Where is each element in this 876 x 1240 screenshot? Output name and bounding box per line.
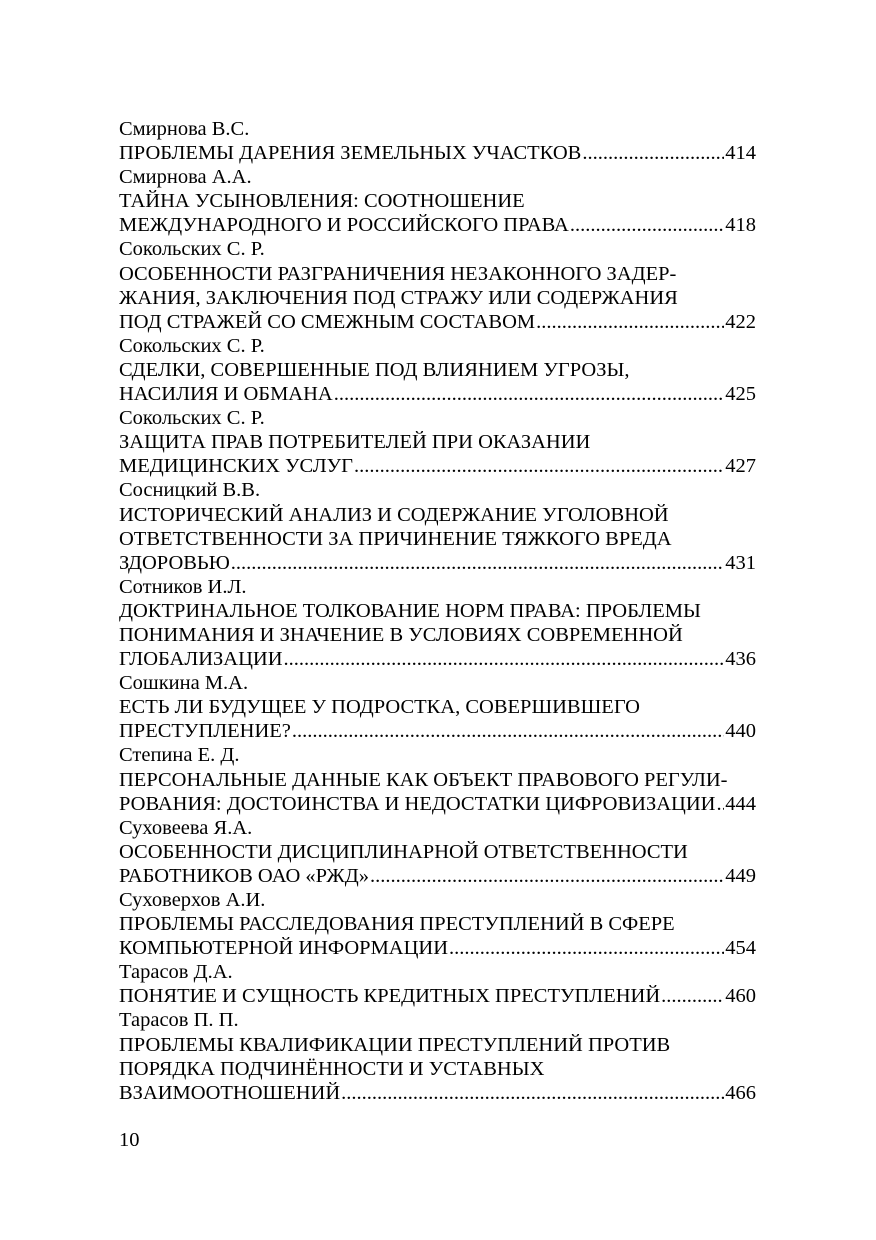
toc-entry bbox=[119, 888, 756, 960]
entry-title-text: ПОД СТРАЖЕЙ СО СМЕЖНЫМ СОСТАВОМ bbox=[119, 310, 536, 333]
page-number: 10 bbox=[119, 1129, 140, 1151]
entry-title-line bbox=[119, 864, 756, 888]
entry-title-line: ПОРЯДКА ПОДЧИНЁННОСТИ И УСТАВНЫХ bbox=[119, 1057, 545, 1080]
entry-author: Сокольских С. Р. bbox=[119, 334, 265, 357]
entry-title-line: ИСТОРИЧЕСКИЙ АНАЛИЗ И СОДЕРЖАНИЕ УГОЛОВНОЙ bbox=[119, 503, 669, 526]
entry-title-text: РОВАНИЯ: ДОСТОИНСТВА И НЕДОСТАТКИ ЦИФРОВИЗАЦИИ bbox=[119, 792, 716, 815]
dot-leader bbox=[292, 719, 724, 743]
entry-title-line: ПРОБЛЕМЫ РАССЛЕДОВАНИЯ ПРЕСТУПЛЕНИЙ В СФЕРЕ bbox=[119, 913, 675, 936]
entry-page-number: 460 bbox=[725, 985, 756, 1008]
entry-title-line bbox=[119, 984, 756, 1008]
dot-leader bbox=[231, 551, 724, 575]
entry-author: Суховерхов А.И. bbox=[119, 889, 266, 911]
toc-entry bbox=[119, 960, 756, 1008]
entry-title-line: ЗАЩИТА ПРАВ ПОТРЕБИТЕЛЕЙ ПРИ ОКАЗАНИИ bbox=[119, 431, 591, 454]
entry-title-line bbox=[119, 454, 756, 478]
entry-title-line bbox=[119, 310, 756, 334]
entry-title-line bbox=[119, 213, 756, 237]
entry-author: Тарасов Д.А. bbox=[119, 961, 233, 984]
entry-title-text: ПОНЯТИЕ И СУЩНОСТЬ КРЕДИТНЫХ ПРЕСТУПЛЕНИЙ bbox=[119, 985, 661, 1008]
entry-page-number: 427 bbox=[725, 455, 756, 478]
toc-entry bbox=[119, 816, 756, 888]
dot-leader bbox=[334, 382, 725, 406]
entry-title-line: ОСОБЕННОСТИ ДИСЦИПЛИНАРНОЙ ОТВЕТСТВЕННОСТИ bbox=[119, 840, 688, 863]
entry-title-text: ПРОБЛЕМЫ ДАРЕНИЯ ЗЕМЕЛЬНЫХ УЧАСТКОВ bbox=[119, 142, 582, 165]
entry-title-line: СДЕЛКИ, СОВЕРШЕННЫЕ ПОД ВЛИЯНИЕМ УГРОЗЫ, bbox=[119, 358, 630, 381]
dot-leader bbox=[449, 936, 724, 960]
entry-author: Сошкина М.А. bbox=[119, 672, 249, 695]
entry-title-line: ДОКТРИНАЛЬНОЕ ТОЛКОВАНИЕ НОРМ ПРАВА: ПРОБЛЕМЫ bbox=[119, 599, 701, 622]
entry-page-number: 418 bbox=[725, 214, 756, 237]
toc-entry bbox=[119, 165, 756, 237]
entry-page-number: 444 bbox=[725, 792, 756, 815]
entry-title-text: ВЗАИМООТНОШЕНИЙ bbox=[119, 1081, 341, 1104]
entry-title-text: НАСИЛИЯ И ОБМАНА bbox=[119, 383, 333, 406]
dot-leader bbox=[341, 1081, 724, 1105]
entry-title-text: МЕДИЦИНСКИХ УСЛУГ bbox=[119, 455, 353, 478]
entry-title-line bbox=[119, 792, 756, 816]
dot-leader bbox=[716, 792, 724, 816]
entry-title-line: ОСОБЕННОСТИ РАЗГРАНИЧЕНИЯ НЕЗАКОННОГО ЗАДЕР- bbox=[119, 262, 677, 285]
entry-page-number: 422 bbox=[725, 310, 756, 333]
toc-entry bbox=[119, 575, 756, 671]
entry-author: Сотников И.Л. bbox=[119, 575, 247, 598]
dot-leader bbox=[284, 647, 725, 671]
entry-author: Степина Е. Д. bbox=[119, 744, 240, 767]
entry-title-line bbox=[119, 936, 756, 960]
entry-page-number: 431 bbox=[725, 551, 756, 574]
entry-title-line: ТАЙНА УСЫНОВЛЕНИЯ: СООТНОШЕНИЕ bbox=[119, 190, 525, 213]
entry-title-line: ПОНИМАНИЯ И ЗНАЧЕНИЕ В УСЛОВИЯХ СОВРЕМЕННОЙ bbox=[119, 623, 683, 646]
toc-entry bbox=[119, 334, 756, 406]
entry-page-number: 466 bbox=[725, 1081, 756, 1104]
entry-title-text: КОМПЬЮТЕРНОЙ ИНФОРМАЦИИ bbox=[119, 937, 449, 960]
dot-leader bbox=[536, 310, 724, 334]
entry-title-line: ПЕРСОНАЛЬНЫЕ ДАННЫЕ КАК ОБЪЕКТ ПРАВОВОГО РЕГУЛИ- bbox=[119, 768, 728, 791]
entry-page-number: 436 bbox=[725, 648, 756, 671]
entry-title-line bbox=[119, 551, 756, 575]
toc-entry bbox=[119, 478, 756, 574]
entry-title-text: МЕЖДУНАРОДНОГО И РОССИЙСКОГО ПРАВА bbox=[119, 214, 569, 237]
entry-title-line bbox=[119, 647, 756, 671]
entry-title-text: РАБОТНИКОВ ОАО «РЖД» bbox=[119, 864, 369, 887]
entry-author: Суховеева Я.А. bbox=[119, 816, 253, 839]
dot-leader bbox=[570, 213, 724, 237]
entry-page-number: 425 bbox=[725, 383, 756, 406]
toc-entry bbox=[119, 743, 756, 815]
toc-entry bbox=[119, 671, 756, 743]
entry-title-line bbox=[119, 1081, 756, 1105]
toc-entry bbox=[119, 117, 756, 165]
entry-page-number: 440 bbox=[725, 720, 756, 743]
dot-leader bbox=[354, 454, 724, 478]
entry-title-line bbox=[119, 141, 756, 165]
entry-title-text: ЗДОРОВЬЮ bbox=[119, 551, 230, 574]
toc-entry bbox=[119, 237, 756, 333]
entry-title-line: ПРОБЛЕМЫ КВАЛИФИКАЦИИ ПРЕСТУПЛЕНИЙ ПРОТИВ bbox=[119, 1033, 671, 1056]
entry-title-text: ПРЕСТУПЛЕНИЕ? bbox=[119, 720, 291, 743]
entry-author: Сокольских С. Р. bbox=[119, 238, 265, 261]
dot-leader bbox=[370, 864, 724, 888]
entry-author: Сокольских С. Р. bbox=[119, 407, 265, 430]
entry-author: Тарасов П. П. bbox=[119, 1009, 239, 1032]
entry-title-line bbox=[119, 382, 756, 406]
dot-leader bbox=[661, 984, 724, 1008]
entry-title-line: ЖАНИЯ, ЗАКЛЮЧЕНИЯ ПОД СТРАЖУ ИЛИ СОДЕРЖАНИЯ bbox=[119, 286, 678, 309]
entry-title-text: ГЛОБАЛИЗАЦИИ bbox=[119, 648, 283, 671]
entry-author: Смирнова А.А. bbox=[119, 166, 252, 189]
entry-author: Смирнова В.С. bbox=[119, 118, 250, 140]
entry-author: Сосницкий В.В. bbox=[119, 479, 261, 502]
toc-entry bbox=[119, 1008, 756, 1104]
entry-title-line: ОТВЕТСТВЕННОСТИ ЗА ПРИЧИНЕНИЕ ТЯЖКОГО ВРЕДА bbox=[119, 527, 672, 550]
toc-entry bbox=[119, 406, 756, 478]
entry-title-line bbox=[119, 719, 756, 743]
table-of-contents bbox=[119, 117, 756, 1105]
entry-page-number: 414 bbox=[725, 142, 756, 165]
entry-page-number: 454 bbox=[725, 937, 756, 960]
entry-title-line: ЕСТЬ ЛИ БУДУЩЕЕ У ПОДРОСТКА, СОВЕРШИВШЕГО bbox=[119, 696, 640, 719]
entry-page-number: 449 bbox=[725, 864, 756, 887]
dot-leader bbox=[582, 141, 724, 165]
